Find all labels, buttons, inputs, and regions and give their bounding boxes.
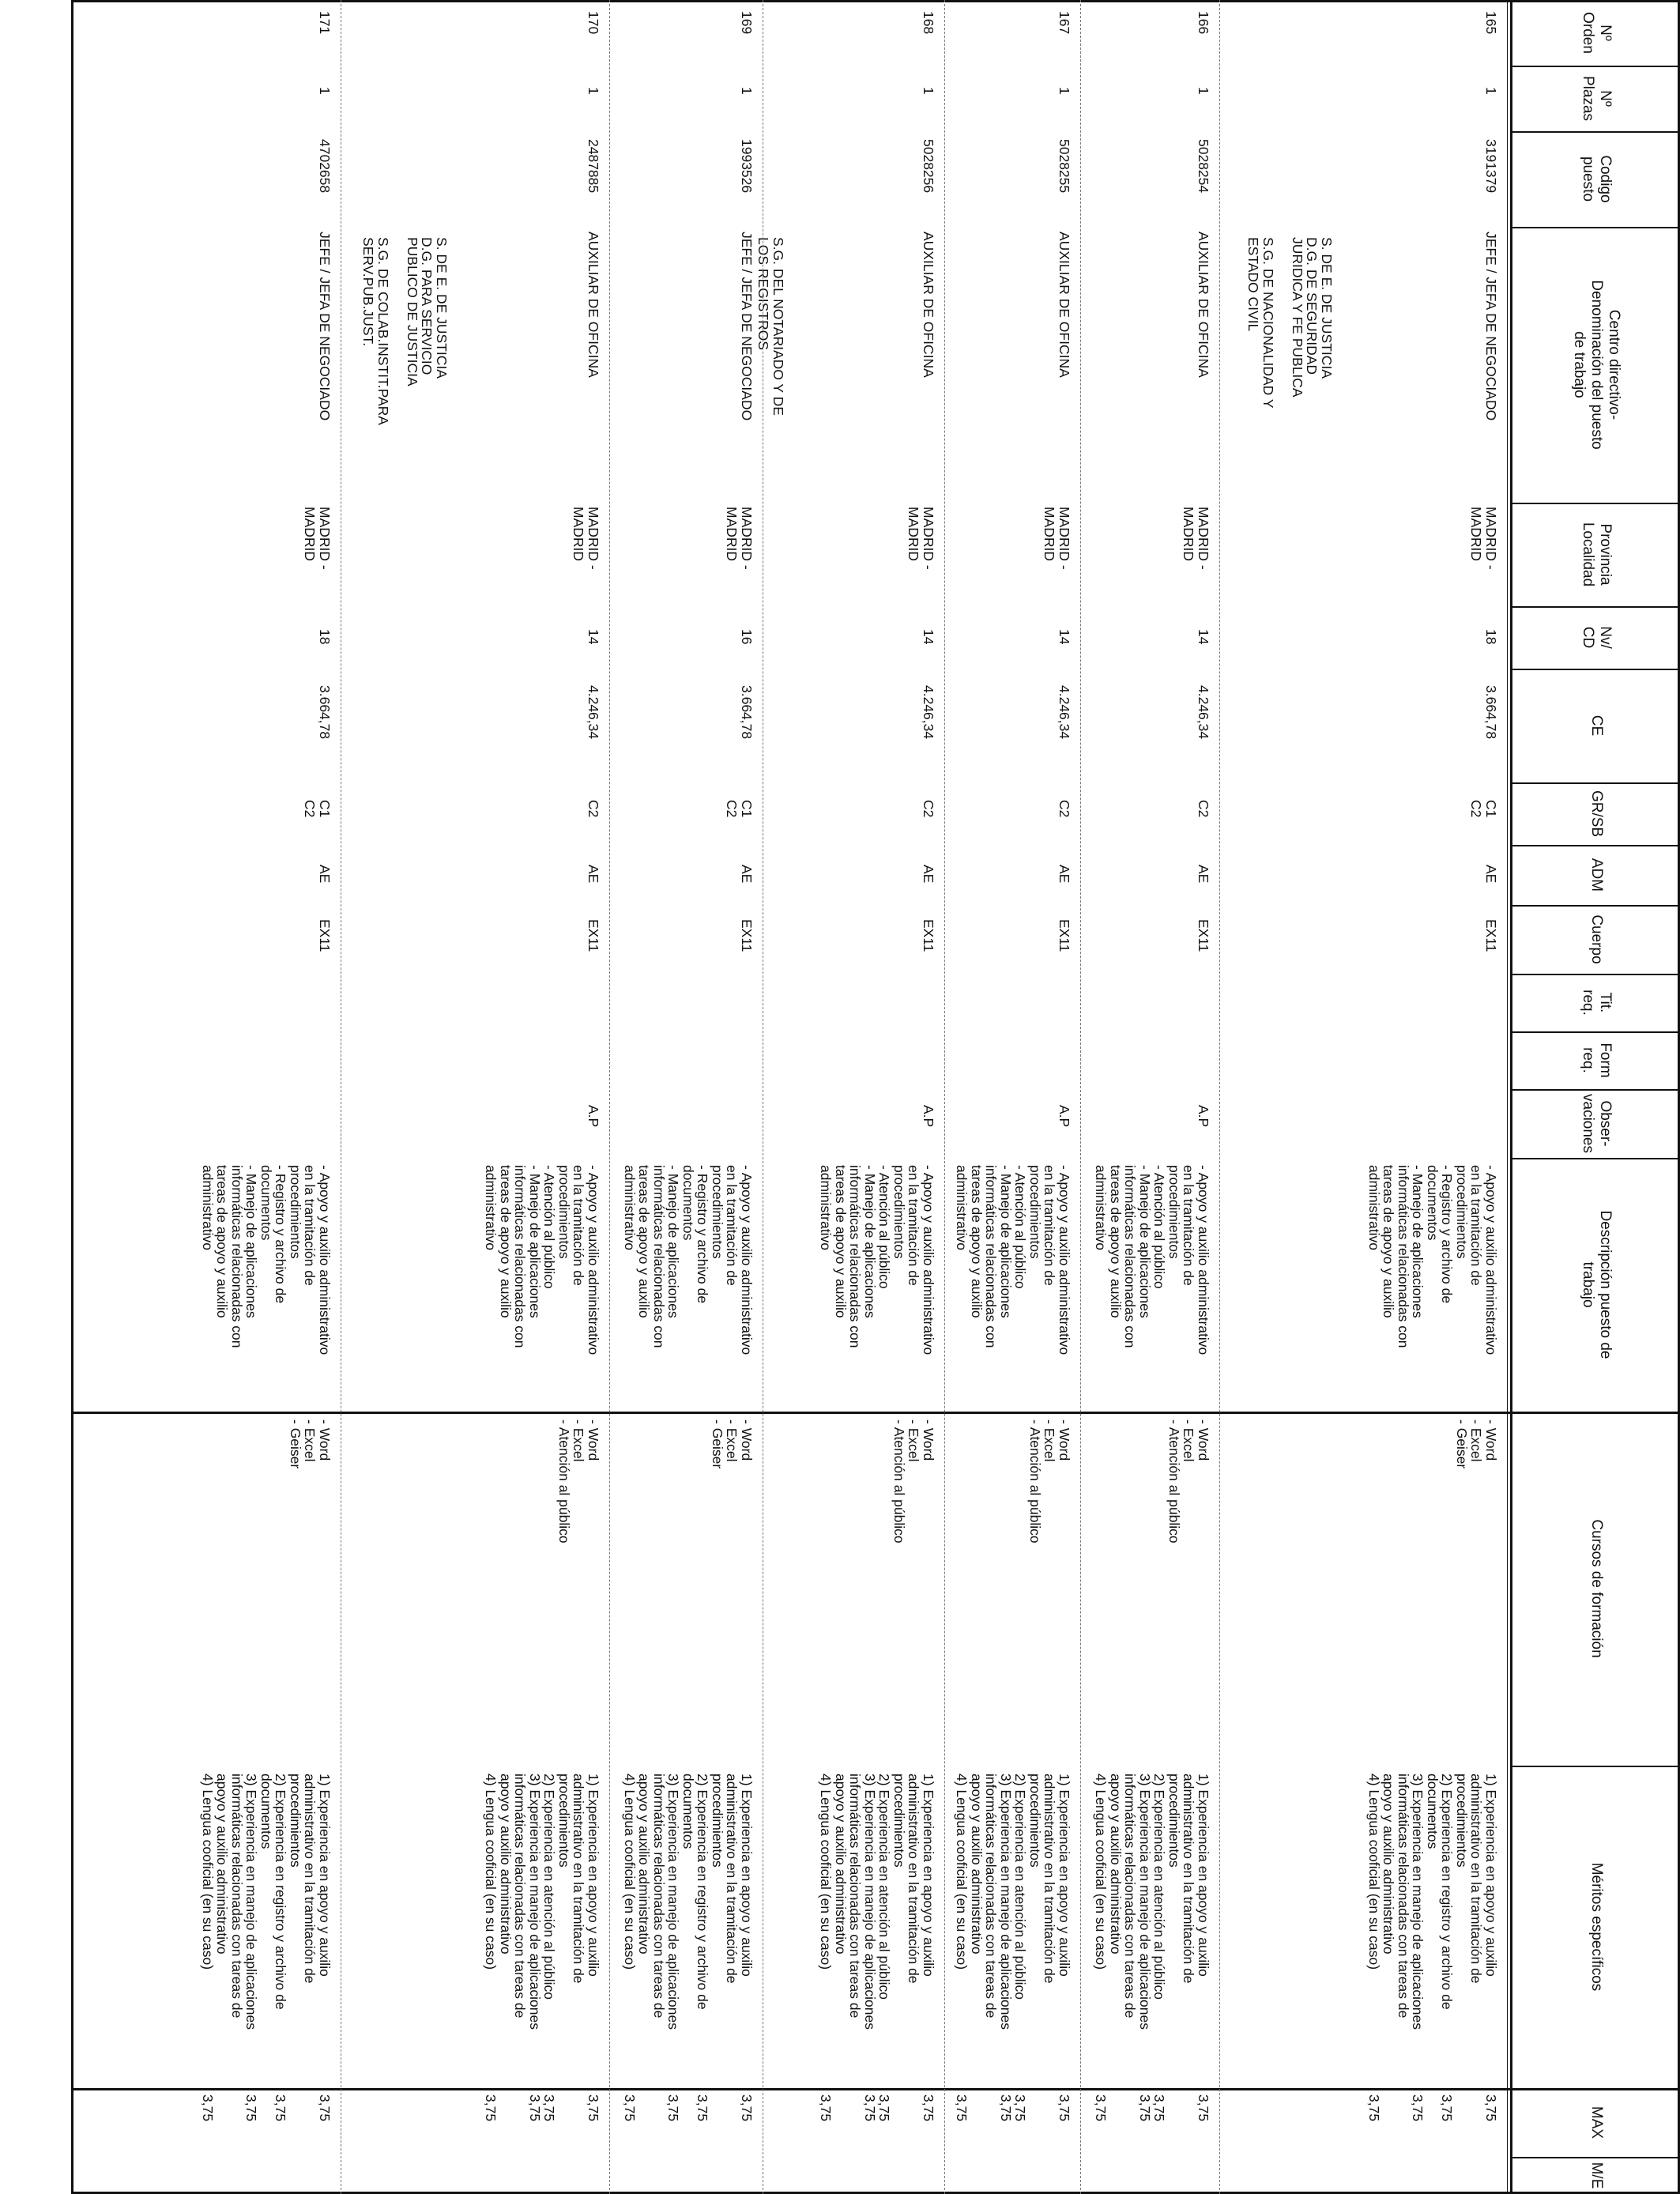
header-divider xyxy=(1512,606,1680,608)
cell-denominacion: AUXILIAR DE OFICINA xyxy=(1196,232,1211,378)
cell-nivel: 14 xyxy=(1057,629,1072,645)
cell-grupo: C2 xyxy=(1196,800,1211,818)
cell-provincia: MADRID - MADRID xyxy=(571,507,601,570)
cell-descripcion: - Apoyo y auxilio administrativo en la tramitación de procedimientos - Atención al público - Manejo de aplicaciones informáticas relacionadas con tareas de apoyo y auxilio administrativo xyxy=(818,1165,936,1355)
header-meritos: Méritos específicos xyxy=(1588,1862,1605,1992)
cell-ce: 3.664,78 xyxy=(739,685,755,740)
cell-nivel: 14 xyxy=(921,629,936,645)
cell-ce: 4.246,34 xyxy=(1196,685,1211,740)
cell-meritos: 1) Experiencia en apoyo y auxilio administrativo en la tramitación de procedimientos 2) Experiencia en atención al público 3) Experiencia en manejo de aplicaciones informáticas relacionadas con tareas de apoyo y auxilio administrativo 4) Lengua cooficial (en su caso) xyxy=(818,1774,936,2030)
cell-observaciones: A.P xyxy=(586,1105,601,1128)
cell-meritos: 1) Experiencia en apoyo y auxilio administrativo en la tramitación de procedimientos 2) Experiencia en atención al público 3) Experiencia en manejo de aplicaciones informáticas relacionadas con tareas de apoyo y auxilio administrativo 4) Lengua cooficial (en su caso) xyxy=(1093,1774,1211,2030)
cell-nivel: 18 xyxy=(1483,629,1499,645)
cell-denominacion: JEFE / JEFA DE NEGOCIADO xyxy=(1483,232,1499,421)
cell-adm: AE xyxy=(1483,865,1499,884)
header-adm: ADM xyxy=(1588,858,1605,892)
cell-observaciones: A.P xyxy=(921,1105,936,1128)
cell-codigo: 5028255 xyxy=(1057,139,1072,194)
header-formacion: Form req. xyxy=(1580,1042,1614,1078)
header-divider xyxy=(1512,1158,1680,1159)
cell-meritos: 1) Experiencia en apoyo y auxilio administrativo en la tramitación de procedimientos 2) Experiencia en registro y archivo de documentos 3) Experiencia en manejo de aplicaciones informáticas relacionadas con tareas de apoyo y auxilio administrativo 4) Lengua cooficial (en su caso) xyxy=(200,1774,333,2030)
cell-observaciones: A.P xyxy=(1196,1105,1211,1128)
cell-ce: 4.246,34 xyxy=(586,685,601,740)
cell-cuerpo: EX11 xyxy=(1196,919,1211,952)
cell-meritos: 1) Experiencia en apoyo y auxilio administrativo en la tramitación de procedimientos 2) Experiencia en registro y archivo de documentos 3) Experiencia en manejo de aplicaciones informáticas relacionadas con tareas de apoyo y auxilio administrativo 4) Lengua cooficial (en su caso) xyxy=(1366,1774,1499,2030)
cell-cursos: - Word - Excel - Geiser xyxy=(288,1419,333,1469)
cell-ce: 4.246,34 xyxy=(921,685,936,740)
cell-orden: 167 xyxy=(1057,11,1072,35)
row-separator xyxy=(1080,0,1081,2194)
cell-denominacion: JEFE / JEFA DE NEGOCIADO xyxy=(317,232,333,421)
header-divider xyxy=(1512,131,1680,133)
cell-plazas: 1 xyxy=(1483,87,1499,95)
header-divider xyxy=(1512,845,1680,846)
cell-max: 3,75 3,75 3,75 3,75 xyxy=(200,2094,333,2122)
header-divider xyxy=(1512,669,1680,670)
cell-grupo: C1 C2 xyxy=(302,800,333,818)
cell-plazas: 1 xyxy=(739,87,755,95)
header-divider xyxy=(1512,66,1680,67)
cell-cursos: - Word - Excel - Atención al público xyxy=(556,1419,601,1544)
header-rule xyxy=(1510,0,1512,2194)
header-cuerpo: Cuerpo xyxy=(1588,914,1605,964)
cell-orden: 170 xyxy=(586,11,601,35)
cell-ce: 3.664,78 xyxy=(317,685,333,740)
cell-codigo: 4702658 xyxy=(317,139,333,194)
cell-cursos: - Word - Excel - Atención al público xyxy=(891,1419,936,1544)
cell-adm: AE xyxy=(1196,865,1211,884)
cell-ce: 3.664,78 xyxy=(1483,685,1499,740)
cell-adm: AE xyxy=(739,865,755,884)
header-codigo: Codigo puesto xyxy=(1580,155,1614,203)
cell-grupo: C2 xyxy=(586,800,601,818)
cell-nivel: 14 xyxy=(586,629,601,645)
cell-max: 3,75 3,75 3,75 3,75 xyxy=(483,2094,601,2122)
header-divider xyxy=(1512,1031,1680,1033)
cell-descripcion: - Apoyo y auxilio administrativo en la tramitación de procedimientos - Registro y archivo de documentos - Manejo de aplicaciones informáticas relacionadas con tareas de apoyo y auxilio administrativo xyxy=(622,1165,755,1355)
header-divider xyxy=(1512,503,1680,504)
header-cursos: Cursos de formación xyxy=(1588,1519,1605,1658)
cell-plazas: 1 xyxy=(317,87,333,95)
header-divider xyxy=(1512,227,1680,228)
cell-cursos: - Word - Excel - Atención al público xyxy=(1166,1419,1211,1544)
cell-plazas: 1 xyxy=(586,87,601,95)
cell-codigo: 1993526 xyxy=(739,139,755,194)
cell-cuerpo: EX11 xyxy=(1483,919,1499,952)
cell-max: 3,75 3,75 3,75 3,75 xyxy=(954,2094,1072,2122)
cell-plazas: 1 xyxy=(1196,87,1211,95)
cell-provincia: MADRID - MADRID xyxy=(724,507,755,570)
cell-descripcion: - Apoyo y auxilio administrativo en la tramitación de procedimientos - Registro y archivo de documentos - Manejo de aplicaciones informáticas relacionadas con tareas de apoyo y auxilio administrativo xyxy=(200,1165,333,1355)
cell-adm: AE xyxy=(317,865,333,884)
group-header: S. DE E. DE JUSTICIA D.G. DE SEGURIDAD JURIDICA Y FE PUBLICA S.G. DE NACIONALIDAD Y ESTADO CIVIL xyxy=(1245,237,1335,409)
cell-adm: AE xyxy=(586,865,601,884)
cell-max: 3,75 3,75 3,75 3,75 xyxy=(1366,2094,1499,2122)
cell-orden: 166 xyxy=(1196,11,1211,35)
cell-codigo: 5028254 xyxy=(1196,139,1211,194)
cell-codigo: 2487885 xyxy=(586,139,601,194)
cell-adm: AE xyxy=(921,865,936,884)
cell-denominacion: JEFE / JEFA DE NEGOCIADO xyxy=(739,232,755,421)
header-me: M/E xyxy=(1588,2162,1605,2189)
cell-grupo: C2 xyxy=(1057,800,1072,818)
cell-orden: 171 xyxy=(317,11,333,35)
header-rule xyxy=(1507,0,1508,2194)
section-divider xyxy=(71,1412,1680,1414)
cell-plazas: 1 xyxy=(1057,87,1072,95)
header-divider xyxy=(1512,1089,1680,1091)
cell-provincia: MADRID - MADRID xyxy=(302,507,333,570)
cell-denominacion: AUXILIAR DE OFICINA xyxy=(921,232,936,378)
row-separator xyxy=(944,0,945,2194)
header-nivel: Nv/ CD xyxy=(1580,626,1614,649)
cell-meritos: 1) Experiencia en apoyo y auxilio administrativo en la tramitación de procedimientos 2) Experiencia en atención al público 3) Experiencia en manejo de aplicaciones informáticas relacionadas con tareas de apoyo y auxilio administrativo 4) Lengua cooficial (en su caso) xyxy=(954,1774,1072,2030)
cell-nivel: 16 xyxy=(739,629,755,645)
header-divider xyxy=(1512,1766,1680,1767)
cell-cuerpo: EX11 xyxy=(739,919,755,952)
group-header: S. DE E. DE JUSTICIA D.G. PARA SERVICIO PUBLICO DE JUSTICIA S.G. DE COLAB.INSTIT.PARA SERV.PUB.JUST. xyxy=(360,237,450,425)
cell-cuerpo: EX11 xyxy=(317,919,333,952)
header-plazas: Nº Plazas xyxy=(1580,75,1614,122)
cell-meritos: 1) Experiencia en apoyo y auxilio administrativo en la tramitación de procedimientos 2) Experiencia en registro y archivo de documentos 3) Experiencia en manejo de aplicaciones informáticas relacionadas con tareas de apoyo y auxilio administrativo 4) Lengua cooficial (en su caso) xyxy=(622,1774,755,2030)
cell-max: 3,75 3,75 3,75 3,75 xyxy=(1093,2094,1211,2122)
cell-provincia: MADRID - MADRID xyxy=(1042,507,1072,570)
section-divider xyxy=(71,2088,1680,2090)
cell-descripcion: - Apoyo y auxilio administrativo en la tramitación de procedimientos - Atención al público - Manejo de aplicaciones informáticas relacionadas con tareas de apoyo y auxilio administrativo xyxy=(1093,1165,1211,1355)
cell-grupo: C1 C2 xyxy=(724,800,755,818)
group-header: S.G. DEL NOTARIADO Y DE LOS REGISTROS xyxy=(755,237,786,416)
header-centro: Centro directivo- Denominación del puesto de trabajo xyxy=(1571,280,1622,450)
cell-plazas: 1 xyxy=(921,87,936,95)
header-max: MAX xyxy=(1588,2105,1605,2139)
cell-observaciones: A.P xyxy=(1057,1105,1072,1128)
cell-orden: 169 xyxy=(739,11,755,35)
header-divider xyxy=(1512,974,1680,975)
header-grupo: GR/SB xyxy=(1588,790,1605,838)
header-divider xyxy=(1512,2157,1680,2158)
cell-cursos: - Word - Excel - Atención al público xyxy=(1027,1419,1072,1544)
cell-max: 3,75 3,75 3,75 3,75 xyxy=(818,2094,936,2122)
header-provincia: Provincia Localidad xyxy=(1580,522,1614,587)
cell-descripcion: - Apoyo y auxilio administrativo en la tramitación de procedimientos - Atención al público - Manejo de aplicaciones informáticas relacionadas con tareas de apoyo y auxilio administrativo xyxy=(954,1165,1072,1355)
header-ce: CE xyxy=(1588,714,1605,737)
row-separator xyxy=(609,0,610,2194)
row-separator xyxy=(1219,0,1220,2194)
header-descripcion: Descripción puesto de trabajo xyxy=(1580,1210,1614,1359)
cell-denominacion: AUXILIAR DE OFICINA xyxy=(1057,232,1072,378)
cell-nivel: 18 xyxy=(317,629,333,645)
cell-orden: 165 xyxy=(1483,11,1499,35)
header-divider xyxy=(1512,782,1680,784)
cell-adm: AE xyxy=(1057,865,1072,884)
table-header xyxy=(1512,0,1680,2194)
cell-meritos: 1) Experiencia en apoyo y auxilio administrativo en la tramitación de procedimientos 2) Experiencia en atención al público 3) Experiencia en manejo de aplicaciones informáticas relacionadas con tareas de apoyo y auxilio administrativo 4) Lengua cooficial (en su caso) xyxy=(483,1774,601,2030)
cell-cursos: - Word - Excel - Geiser xyxy=(710,1419,755,1469)
cell-ce: 4.246,34 xyxy=(1057,685,1072,740)
cell-cursos: - Word - Excel - Geiser xyxy=(1454,1419,1499,1469)
cell-provincia: MADRID - MADRID xyxy=(1468,507,1499,570)
cell-descripcion: - Apoyo y auxilio administrativo en la tramitación de procedimientos - Atención al público - Manejo de aplicaciones informáticas relacionadas con tareas de apoyo y auxilio administrativo xyxy=(483,1165,601,1355)
cell-grupo: C2 xyxy=(921,800,936,818)
cell-nivel: 14 xyxy=(1196,629,1211,645)
cell-cuerpo: EX11 xyxy=(921,919,936,952)
cell-denominacion: AUXILIAR DE OFICINA xyxy=(586,232,601,378)
header-titulacion: Tit. req. xyxy=(1580,990,1614,1016)
header-orden: Nº Orden xyxy=(1580,12,1614,54)
header-divider xyxy=(1512,905,1680,907)
cell-max: 3,75 3,75 3,75 3,75 xyxy=(622,2094,755,2122)
cell-descripcion: - Apoyo y auxilio administrativo en la tramitación de procedimientos - Registro y archivo de documentos - Manejo de aplicaciones informáticas relacionadas con tareas de apoyo y auxilio administrativo xyxy=(1366,1165,1499,1355)
cell-codigo: 5028256 xyxy=(921,139,936,194)
cell-provincia: MADRID - MADRID xyxy=(906,507,936,570)
cell-cuerpo: EX11 xyxy=(1057,919,1072,952)
cell-grupo: C1 C2 xyxy=(1468,800,1499,818)
cell-orden: 168 xyxy=(921,11,936,35)
header-observaciones: Obser- vaciones xyxy=(1580,1094,1614,1153)
cell-provincia: MADRID - MADRID xyxy=(1181,507,1211,570)
cell-codigo: 3191379 xyxy=(1483,139,1499,194)
cell-cuerpo: EX11 xyxy=(586,919,601,952)
